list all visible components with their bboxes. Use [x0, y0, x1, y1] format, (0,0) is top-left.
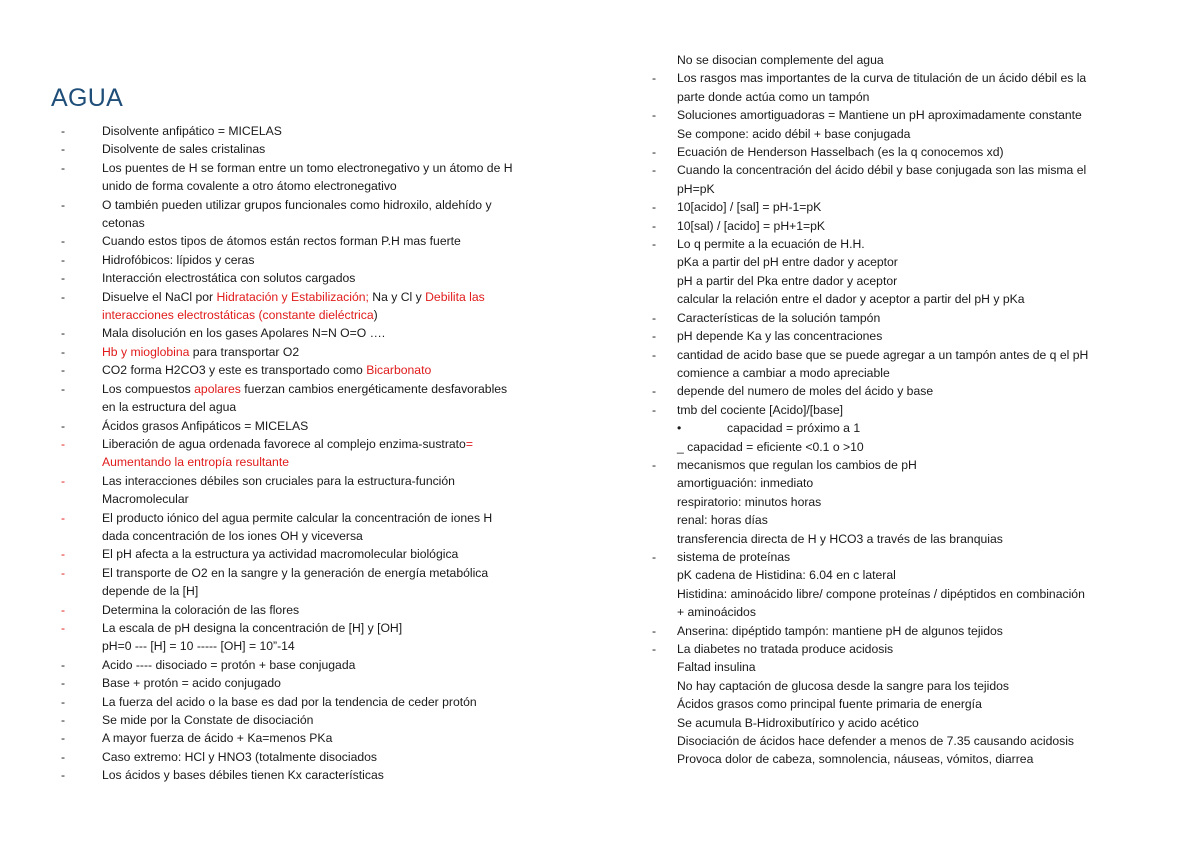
note-text: Bicarbonato	[366, 363, 432, 378]
dash-bullet: -	[61, 565, 66, 580]
dash-bullet: -	[61, 731, 66, 746]
note-text: pH=pK	[677, 181, 715, 196]
note-text: cantidad de acido base que se puede agregar a un tampón antes de q el pH	[677, 347, 1089, 362]
note-line	[646, 198, 1088, 216]
dash-bullet: -	[652, 218, 657, 233]
note-line	[46, 729, 513, 747]
dash-bullet: -	[61, 271, 66, 286]
note-item	[46, 693, 513, 711]
note-item	[646, 382, 1088, 400]
note-line	[46, 527, 513, 545]
note-text: Macromolecular	[102, 492, 189, 507]
note-line	[46, 748, 513, 766]
note-item	[646, 51, 1088, 69]
note-line	[46, 453, 513, 471]
note-item	[46, 380, 513, 417]
note-line	[646, 658, 1088, 676]
note-text: pK cadena de Histidina: 6.04 en c lateral	[677, 568, 896, 583]
note-text: Se compone: acido débil + base conjugada	[677, 126, 911, 141]
bullet-glyph: •	[677, 421, 682, 436]
note-line	[646, 401, 1088, 419]
dash-bullet: -	[61, 657, 66, 672]
note-line	[646, 290, 1088, 308]
note-text: Ecuación de Henderson Hasselbach (es la q conocemos xd)	[677, 145, 1004, 160]
dash-bullet: -	[61, 676, 66, 691]
dash-bullet: -	[61, 289, 66, 304]
note-line	[646, 714, 1088, 732]
note-text: Los rasgos mas importantes de la curva de titulación de un ácido débil es la	[677, 71, 1087, 86]
note-line	[646, 180, 1088, 198]
note-line	[46, 601, 513, 619]
dash-bullet: -	[652, 200, 657, 215]
dash-bullet: -	[61, 473, 66, 488]
note-text: respiratorio: minutos horas	[677, 494, 822, 509]
note-text: La fuerza del acido o la base es dad por la tendencia de ceder protón	[102, 694, 477, 709]
note-item	[46, 361, 513, 379]
note-item	[646, 143, 1088, 161]
note-line	[46, 251, 513, 269]
note-text: renal: horas días	[677, 513, 768, 528]
note-line	[46, 637, 513, 655]
note-text: O también pueden utilizar grupos funcionales como hidroxilo, aldehído y	[102, 197, 492, 212]
note-text: Ácidos grasos como principal fuente primaria de energía	[677, 697, 982, 712]
dash-bullet: -	[61, 234, 66, 249]
dash-bullet: -	[61, 344, 66, 359]
note-line	[46, 306, 513, 324]
note-line	[46, 196, 513, 214]
dash-bullet: -	[61, 363, 66, 378]
note-text: en la estructura del agua	[102, 400, 237, 415]
note-text: interacciones electrostáticas (constante dieléctrica	[102, 308, 374, 323]
note-item	[646, 346, 1088, 383]
note-item	[46, 269, 513, 287]
note-line	[646, 51, 1088, 69]
note-text: Aumentando la entropía resultante	[102, 455, 290, 470]
note-text: Hidrofóbicos: lípidos y ceras	[102, 252, 255, 267]
dash-bullet: -	[652, 384, 657, 399]
note-text: apolares	[194, 381, 241, 396]
right-notes-list	[646, 51, 1088, 769]
note-text: Se acumula B-Hidroxibutírico y acido acético	[677, 715, 919, 730]
note-item	[46, 417, 513, 435]
note-line	[646, 253, 1088, 271]
note-text: Determina la coloración de las flores	[102, 602, 300, 617]
note-item	[46, 288, 513, 325]
note-text: _ capacidad = eficiente <0.1 o >10	[677, 439, 864, 454]
note-text: =	[465, 436, 473, 451]
note-text: Base + protón = acido conjugado	[102, 676, 281, 691]
note-line	[46, 674, 513, 692]
note-line	[646, 474, 1088, 492]
left-notes-list	[46, 122, 513, 785]
note-item	[46, 232, 513, 250]
note-item	[46, 656, 513, 674]
note-text: pH=0 --- [H] = 10 ----- [OH] = 10”-14	[102, 639, 295, 654]
note-text: Ácidos grasos Anfipáticos = MICELAS	[102, 418, 309, 433]
note-text: Anserina: dipéptido tampón: mantiene pH de algunos tejidos	[677, 623, 1003, 638]
note-text: sistema de proteínas	[677, 549, 791, 564]
note-item	[646, 640, 1088, 769]
note-line	[646, 732, 1088, 750]
note-text: para transportar O2	[189, 344, 300, 359]
note-item	[646, 106, 1088, 143]
note-line	[646, 548, 1088, 566]
dash-bullet: -	[61, 160, 66, 175]
note-text: pKa a partir del pH entre dador y aceptor	[677, 255, 898, 270]
note-line	[646, 272, 1088, 290]
note-text: capacidad = próximo a 1	[727, 421, 861, 436]
note-line	[646, 695, 1088, 713]
note-text: Soluciones amortiguadoras = Mantiene un pH aproximadamente constante	[677, 108, 1082, 123]
note-text: Los puentes de H se forman entre un tomo electronegativo y un átomo de H	[102, 160, 513, 175]
note-line	[46, 324, 513, 342]
note-line	[46, 766, 513, 784]
note-line	[646, 235, 1088, 253]
note-line	[46, 619, 513, 637]
note-text: Las interacciones débiles son cruciales para la estructura-función	[102, 473, 455, 488]
note-text: Mala disolución en los gases Apolares N=N O=O ….	[102, 326, 386, 341]
note-text: El pH afecta a la estructura ya actividad macromolecular biológica	[102, 547, 459, 562]
note-item	[46, 509, 513, 546]
note-text: pH a partir del Pka entre dador y aceptor	[677, 273, 898, 288]
dash-bullet: -	[61, 418, 66, 433]
note-line	[646, 364, 1088, 382]
note-text: Lo q permite a la ecuación de H.H.	[677, 237, 865, 252]
note-text: unido de forma covalente a otro átomo electronegativo	[102, 179, 397, 194]
note-text: Se mide por la Constate de disociación	[102, 713, 314, 727]
dash-bullet: -	[61, 768, 66, 783]
note-text: El transporte de O2 en la sangre y la generación de energía metabólica	[102, 565, 489, 580]
note-text: mecanismos que regulan los cambios de pH	[677, 457, 917, 472]
dash-bullet: -	[61, 326, 66, 341]
note-line	[646, 640, 1088, 658]
note-text: + aminoácidos	[677, 605, 756, 620]
note-text: depende del numero de moles del ácido y base	[677, 384, 934, 399]
note-item	[646, 235, 1088, 309]
note-text: La escala de pH designa la concentración de [H] y [OH]	[102, 620, 403, 635]
note-item	[46, 711, 513, 729]
dash-bullet: -	[61, 252, 66, 267]
note-item	[46, 324, 513, 342]
dash-bullet: -	[652, 237, 657, 252]
dash-bullet: -	[652, 310, 657, 325]
dash-bullet: -	[61, 381, 66, 396]
dash-bullet: -	[652, 145, 657, 160]
note-text: Hb y mioglobina	[102, 344, 190, 359]
dash-bullet: -	[652, 623, 657, 638]
note-line	[46, 288, 513, 306]
note-line	[646, 585, 1088, 603]
note-line	[46, 214, 513, 232]
note-item	[46, 766, 513, 784]
note-item	[46, 674, 513, 692]
note-line	[46, 693, 513, 711]
note-line	[46, 564, 513, 582]
note-line	[46, 435, 513, 453]
note-item	[46, 196, 513, 233]
note-item	[46, 472, 513, 509]
note-line	[646, 419, 1088, 437]
note-item	[46, 140, 513, 158]
note-text: pH depende Ka y las concentraciones	[677, 329, 883, 344]
note-text: Interacción electrostática con solutos cargados	[102, 271, 356, 286]
dash-bullet: -	[61, 436, 66, 451]
note-text: Los compuestos	[102, 381, 195, 396]
dash-bullet: -	[652, 108, 657, 123]
note-line	[646, 143, 1088, 161]
note-text: Acido ---- disociado = protón + base conjugada	[102, 657, 356, 672]
note-line	[46, 417, 513, 435]
note-text: 10[sal) / [acido] = pH+1=pK	[677, 218, 826, 233]
dash-bullet: -	[61, 142, 66, 157]
note-item	[46, 619, 513, 656]
dash-bullet: -	[652, 457, 657, 472]
note-text: Na y Cl y	[368, 289, 426, 304]
note-text: tmb del cociente [Acido]/[base]	[677, 402, 843, 417]
note-line	[646, 106, 1088, 124]
dash-bullet: -	[61, 197, 66, 212]
note-item	[46, 601, 513, 619]
note-text: Liberación de agua ordenada favorece al complejo enzima-sustrato	[102, 436, 466, 451]
note-item	[646, 456, 1088, 548]
note-item	[46, 435, 513, 472]
note-item	[646, 161, 1088, 198]
note-line	[46, 361, 513, 379]
dash-bullet: -	[652, 71, 657, 86]
note-line	[646, 88, 1088, 106]
note-line	[46, 545, 513, 563]
note-item	[646, 622, 1088, 640]
note-text: calcular la relación entre el dador y aceptor a partir del pH y pKa	[677, 292, 1025, 307]
note-item	[46, 545, 513, 563]
note-text: cetonas	[102, 216, 145, 231]
note-line	[46, 490, 513, 508]
note-line	[646, 161, 1088, 179]
note-item	[646, 327, 1088, 345]
note-text: El producto iónico del agua permite calcular la concentración de iones H	[102, 510, 493, 525]
dash-bullet: -	[652, 549, 657, 564]
note-text: )	[373, 308, 378, 323]
note-line	[46, 269, 513, 287]
note-text: Disolvente anfipático = MICELAS	[102, 124, 282, 138]
note-line	[46, 711, 513, 729]
note-line	[46, 177, 513, 195]
note-line	[646, 438, 1088, 456]
note-line	[46, 380, 513, 398]
note-item	[646, 548, 1088, 622]
note-text: Hidratación y Estabilización;	[216, 289, 369, 304]
note-text: Provoca dolor de cabeza, somnolencia, náuseas, vómitos, diarrea	[677, 752, 1034, 767]
note-line	[46, 398, 513, 416]
note-line	[646, 125, 1088, 143]
note-text: Características de la solución tampón	[677, 310, 881, 325]
note-line	[646, 309, 1088, 327]
note-line	[646, 603, 1088, 621]
note-text: Cuando la concentración del ácido débil y base conjugada son las misma el	[677, 163, 1087, 178]
note-text: Disociación de ácidos hace defender a menos de 7.35 causando acidosis	[677, 734, 1075, 749]
note-item	[46, 343, 513, 361]
dash-bullet: -	[61, 713, 66, 727]
note-text: Disuelve el NaCl por	[102, 289, 217, 304]
note-line	[46, 343, 513, 361]
note-text: transferencia directa de H y HCO3 a través de las branquias	[677, 531, 1003, 546]
note-text: depende de la [H]	[102, 584, 199, 599]
dash-bullet: -	[61, 124, 66, 138]
note-item	[646, 309, 1088, 327]
note-line	[646, 493, 1088, 511]
note-text: 10[acido] / [sal] = pH-1=pK	[677, 200, 822, 215]
note-text: No se disocian complemente del agua	[677, 53, 884, 67]
dash-bullet: -	[652, 347, 657, 362]
note-item	[646, 198, 1088, 216]
note-line	[646, 69, 1088, 87]
note-line	[46, 122, 513, 140]
note-line	[646, 750, 1088, 768]
note-item	[646, 217, 1088, 235]
note-text: Disolvente de sales cristalinas	[102, 142, 266, 157]
note-text: amortiguación: inmediato	[677, 476, 814, 491]
note-text: fuerzan cambios energéticamente desfavorables	[240, 381, 508, 396]
note-item	[646, 69, 1088, 106]
note-line	[646, 566, 1088, 584]
dash-bullet: -	[61, 602, 66, 617]
note-line	[46, 472, 513, 490]
note-line	[646, 511, 1088, 529]
note-line	[646, 456, 1088, 474]
note-text: Los ácidos y bases débiles tienen Kx características	[102, 768, 384, 783]
dash-bullet: -	[61, 510, 66, 525]
note-line	[46, 159, 513, 177]
note-text: Caso extremo: HCl y HNO3 (totalmente disociados	[102, 749, 377, 764]
note-text: Histidina: aminoácido libre/ compone proteínas / dipéptidos en combinación	[677, 586, 1085, 601]
note-item	[46, 159, 513, 196]
note-text: A mayor fuerza de ácido + Ka=menos PKa	[102, 731, 333, 746]
note-line	[646, 346, 1088, 364]
note-line	[646, 217, 1088, 235]
note-text: dada concentración de los iones OH y viceversa	[102, 528, 363, 543]
note-text: comience a cambiar a modo apreciable	[677, 365, 890, 380]
note-item	[46, 251, 513, 269]
note-line	[646, 622, 1088, 640]
note-item	[46, 122, 513, 140]
note-line	[646, 530, 1088, 548]
note-text: La diabetes no tratada produce acidosis	[677, 642, 894, 656]
note-text: parte donde actúa como un tampón	[677, 89, 870, 104]
note-item	[46, 564, 513, 601]
note-line	[46, 656, 513, 674]
dash-bullet: -	[61, 694, 66, 709]
note-line	[46, 582, 513, 600]
dash-bullet: -	[652, 402, 657, 417]
note-text: Faltad insulina	[677, 660, 756, 675]
note-item	[46, 748, 513, 766]
note-text: Cuando estos tipos de átomos están rectos forman P.H mas fuerte	[102, 234, 461, 249]
note-item	[646, 401, 1088, 456]
dash-bullet: -	[652, 329, 657, 344]
dash-bullet: -	[61, 620, 66, 635]
page-title: AGUA	[51, 84, 124, 112]
note-line	[646, 327, 1088, 345]
dash-bullet: -	[652, 163, 657, 178]
note-text: CO2 forma H2CO3 y este es transportado como	[102, 363, 367, 378]
dash-bullet: -	[61, 749, 66, 764]
note-item	[46, 729, 513, 747]
dash-bullet: -	[652, 642, 657, 656]
note-line	[646, 677, 1088, 695]
note-text: No hay captación de glucosa desde la sangre para los tejidos	[677, 678, 1009, 693]
note-line	[46, 140, 513, 158]
note-line	[46, 232, 513, 250]
note-line	[646, 382, 1088, 400]
dash-bullet: -	[61, 547, 66, 562]
note-line	[46, 509, 513, 527]
note-text: Debilita las	[425, 289, 485, 304]
